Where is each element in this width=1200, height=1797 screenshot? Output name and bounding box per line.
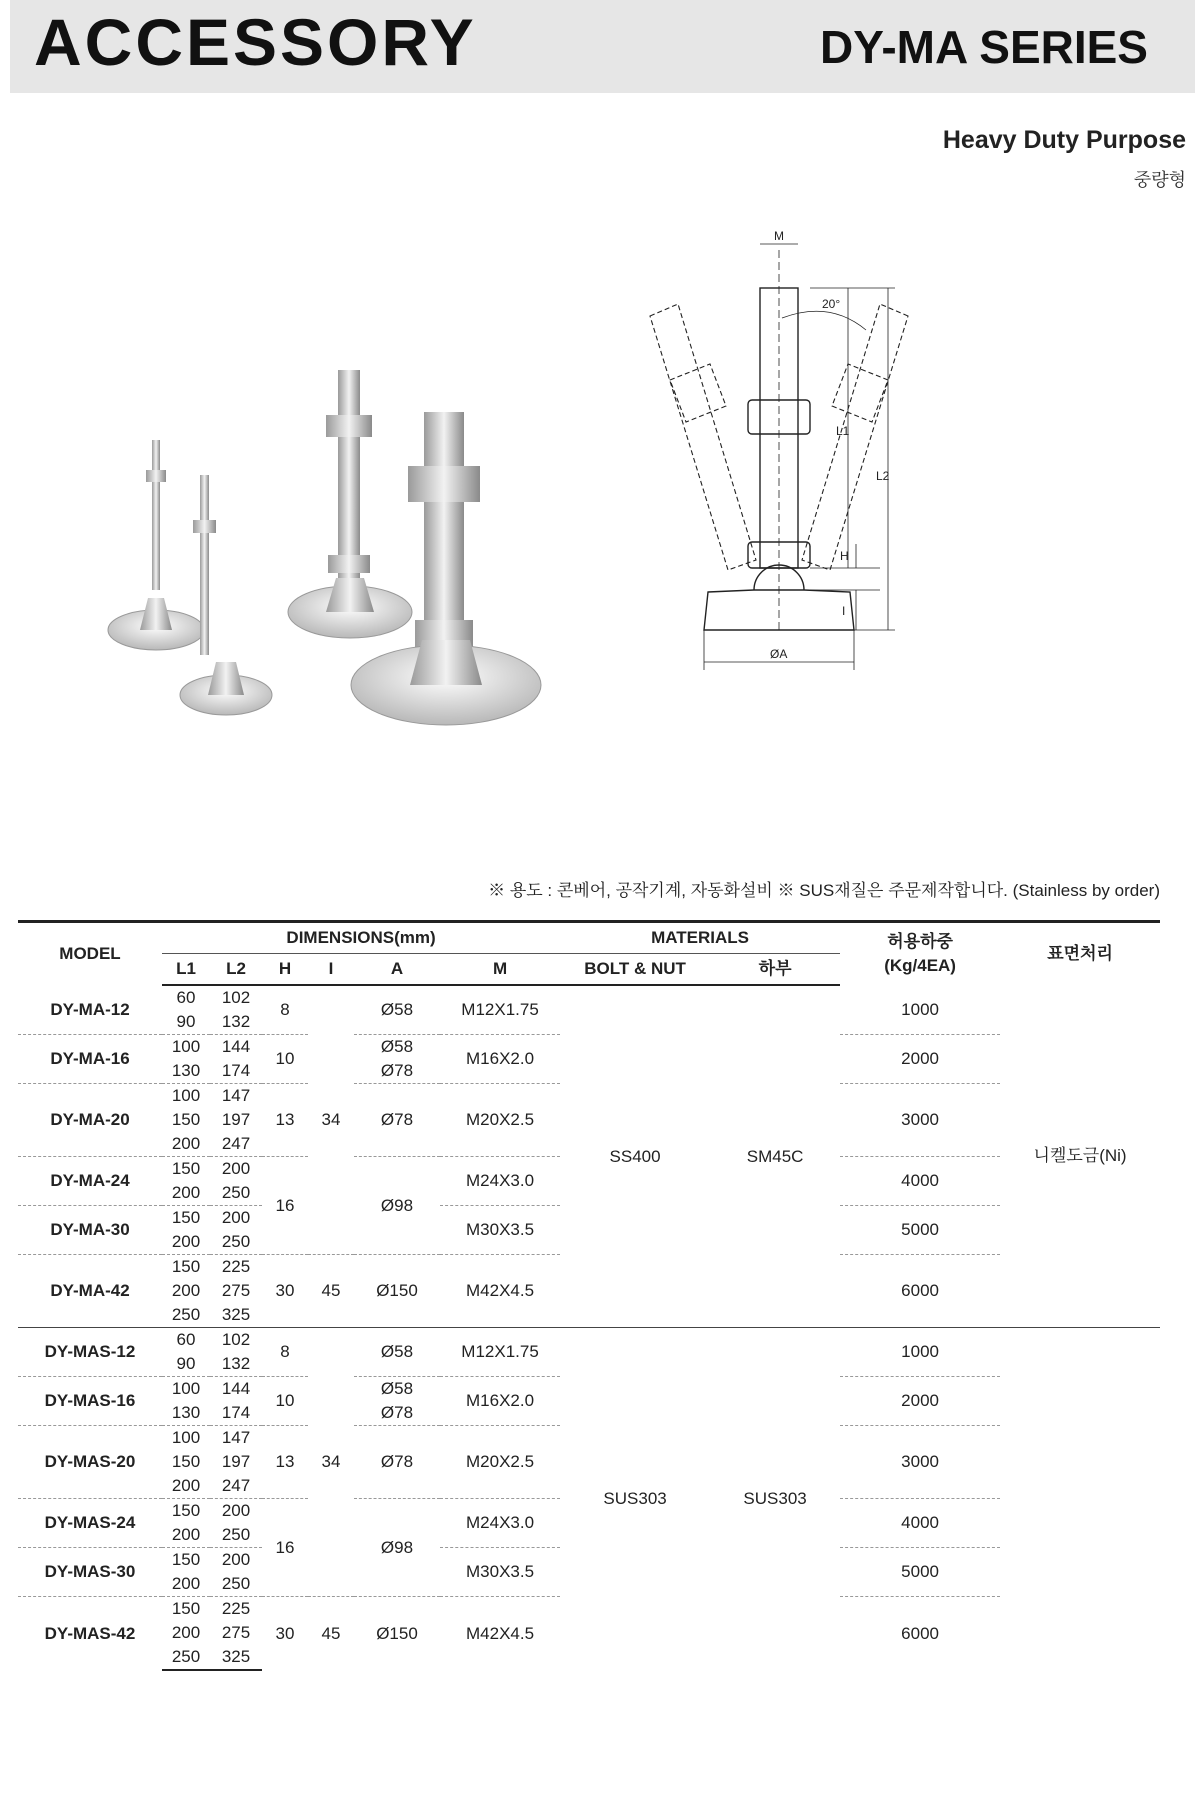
l1-cell: 150 — [171, 1110, 201, 1129]
l1-cell: 200 — [171, 1476, 201, 1495]
l1-cell: 60 — [162, 1328, 210, 1353]
a-cell: Ø98 — [354, 1499, 440, 1597]
bolt-nut-cell: SS400 — [609, 1146, 661, 1166]
bolt-nut-cell: SUS303 — [560, 1328, 710, 1671]
drawing-label-angle: 20° — [822, 297, 841, 311]
table-row — [18, 985, 1160, 1010]
a-cell: Ø78 — [354, 1084, 440, 1157]
m-cell: M16X2.0 — [440, 1377, 560, 1426]
i-cell: 45 — [308, 1597, 354, 1671]
l1-cell: 150 — [162, 1597, 210, 1622]
m-cell: M16X2.0 — [440, 1035, 560, 1084]
l2-cell: 200 — [210, 1499, 262, 1524]
load-cell: 1000 — [901, 999, 939, 1019]
m-cell: M20X2.5 — [440, 1426, 560, 1499]
l2-cell: 200 — [210, 1157, 262, 1182]
l2-cell: 102 — [210, 1328, 262, 1353]
l1-cell: 100 — [162, 1035, 210, 1060]
model-cell: DY-MAS-42 — [18, 1597, 162, 1671]
l2-cell: 132 — [221, 1012, 251, 1031]
i-cell: 34 — [308, 1328, 354, 1597]
load-cell: 2000 — [840, 1035, 1000, 1084]
l1-cell: 100 — [162, 1377, 210, 1402]
l1-cell: 200 — [171, 1183, 201, 1202]
header-h: H — [262, 954, 308, 986]
m-cell: M24X3.0 — [440, 1157, 560, 1206]
l1-cell: 200 — [171, 1525, 201, 1544]
base-cell: SM45C — [746, 1146, 804, 1166]
l2-cell: 247 — [221, 1476, 251, 1495]
header-m: M — [440, 954, 560, 986]
drawing-label-l1: L1 — [836, 424, 850, 438]
header-load-unit: (Kg/4EA) — [884, 956, 956, 975]
header-dimensions: DIMENSIONS(mm) — [162, 922, 560, 954]
load-cell: 6000 — [840, 1597, 1000, 1671]
l2-cell: 147 — [210, 1084, 262, 1109]
l2-cell: 250 — [221, 1232, 251, 1251]
header-bolt-nut: BOLT & NUT — [560, 954, 710, 986]
l2-cell: 247 — [221, 1134, 251, 1153]
model-cell: DY-MA-24 — [18, 1157, 162, 1206]
l2-cell: 225 — [210, 1255, 262, 1280]
load-cell: 4000 — [840, 1499, 1000, 1548]
h-cell: 30 — [262, 1255, 308, 1328]
l2-cell: 225 — [210, 1597, 262, 1622]
drawing-label-l2: L2 — [876, 469, 890, 483]
l2-cell: 197 — [221, 1452, 251, 1471]
load-cell: 3000 — [840, 1426, 1000, 1499]
h-cell: 10 — [262, 1377, 308, 1426]
m-cell: M12X1.75 — [461, 1000, 539, 1019]
l1-cell: 150 — [162, 1548, 210, 1573]
m-cell: M12X1.75 — [440, 1328, 560, 1377]
l1-cell: 150 — [162, 1157, 210, 1182]
m-cell: M42X4.5 — [440, 1597, 560, 1671]
header-load — [840, 922, 1000, 986]
finish-cell — [1000, 1328, 1160, 1671]
h-cell: 10 — [262, 1035, 308, 1084]
a-cell: Ø78 — [354, 1426, 440, 1499]
l1-cell: 130 — [171, 1061, 201, 1080]
load-cell: 3000 — [840, 1084, 1000, 1157]
base-cell: SUS303 — [710, 1328, 840, 1671]
page-title: ACCESSORY — [34, 5, 477, 79]
a-cell: Ø150 — [354, 1597, 440, 1671]
header-finish: 표면처리 — [1000, 922, 1160, 986]
foot-large — [351, 412, 541, 725]
h-cell: 13 — [262, 1426, 308, 1499]
l1-cell: 200 — [171, 1623, 201, 1642]
l2-cell: 102 — [221, 988, 251, 1007]
header-l1: L1 — [162, 954, 210, 986]
l1-cell: 90 — [176, 1012, 196, 1031]
l2-cell: 275 — [221, 1623, 251, 1642]
h-cell: 16 — [262, 1499, 308, 1597]
header-model: MODEL — [18, 922, 162, 986]
a-cell: Ø58 — [354, 1035, 440, 1060]
l1-cell: 200 — [171, 1134, 201, 1153]
l1-cell: 100 — [162, 1084, 210, 1109]
l2-cell: 325 — [210, 1645, 262, 1670]
a-cell: Ø78 — [380, 1403, 414, 1422]
foot-medium — [288, 370, 412, 638]
l1-cell: 150 — [162, 1255, 210, 1280]
finish-cell: 니켈도금(Ni) — [1033, 1146, 1127, 1165]
model-cell: DY-MA-16 — [18, 1035, 162, 1084]
l1-cell: 200 — [171, 1281, 201, 1300]
m-cell: M30X3.5 — [440, 1548, 560, 1597]
drawing-label-m: M — [774, 230, 784, 243]
load-cell: 5000 — [840, 1548, 1000, 1597]
header-a: A — [354, 954, 440, 986]
foot-small-2 — [180, 475, 272, 715]
mas-block — [18, 1328, 1160, 1671]
ma-block — [18, 985, 1160, 1328]
usage-note: ※ 용도 : 콘베어, 공작기계, 자동화설비 ※ SUS재질은 주문제작합니다. (Stainless by order) — [488, 881, 1160, 900]
l2-cell: 144 — [210, 1377, 262, 1402]
l1-cell: 250 — [162, 1645, 210, 1670]
model-cell: DY-MAS-12 — [18, 1328, 162, 1377]
h-cell: 8 — [262, 1328, 308, 1377]
l1-cell: 150 — [162, 1499, 210, 1524]
l2-cell: 250 — [221, 1525, 251, 1544]
i-cell: 34 — [321, 1110, 341, 1129]
load-cell: 4000 — [840, 1157, 1000, 1206]
l1-cell: 200 — [171, 1232, 201, 1251]
model-cell: DY-MAS-20 — [18, 1426, 162, 1499]
l1-cell: 250 — [171, 1305, 201, 1324]
load-cell: 6000 — [840, 1255, 1000, 1328]
header-l2: L2 — [210, 954, 262, 986]
model-cell: DY-MAS-16 — [18, 1377, 162, 1426]
l2-cell: 250 — [221, 1574, 251, 1593]
l2-cell: 200 — [210, 1206, 262, 1231]
header-i: I — [308, 954, 354, 986]
model-cell: DY-MAS-30 — [18, 1548, 162, 1597]
l1-cell: 150 — [171, 1452, 201, 1471]
model-cell: DY-MA-20 — [18, 1084, 162, 1157]
l1-cell: 130 — [171, 1403, 201, 1422]
header-materials: MATERIALS — [560, 922, 840, 954]
a-cell: Ø58 — [354, 1328, 440, 1377]
model-cell: DY-MA-12 — [50, 999, 130, 1019]
l1-cell: 90 — [176, 1354, 196, 1373]
product-photo — [60, 340, 580, 740]
l2-cell: 174 — [221, 1403, 251, 1422]
model-cell: DY-MAS-24 — [18, 1499, 162, 1548]
m-cell: M30X3.5 — [440, 1206, 560, 1255]
a-cell: Ø150 — [354, 1255, 440, 1328]
load-cell: 1000 — [840, 1328, 1000, 1377]
series-title: DY-MA SERIES — [819, 21, 1148, 73]
l2-cell: 174 — [221, 1061, 251, 1080]
spec-table — [18, 920, 1160, 1671]
l2-cell: 147 — [210, 1426, 262, 1451]
l2-cell: 132 — [221, 1354, 251, 1373]
drawing-label-a: ØA — [770, 647, 788, 661]
m-cell: M20X2.5 — [440, 1084, 560, 1157]
l1-cell: 60 — [176, 988, 196, 1007]
h-cell: 16 — [262, 1157, 308, 1255]
load-cell: 5000 — [840, 1206, 1000, 1255]
a-cell: Ø98 — [354, 1157, 440, 1255]
l2-cell: 275 — [221, 1281, 251, 1300]
l2-cell: 144 — [210, 1035, 262, 1060]
h-cell: 13 — [262, 1084, 308, 1157]
h-cell: 30 — [262, 1597, 308, 1671]
drawing-label-h: H — [840, 549, 849, 563]
a-cell: Ø78 — [380, 1061, 414, 1080]
purpose-title: Heavy Duty Purpose — [942, 126, 1186, 154]
load-cell: 2000 — [840, 1377, 1000, 1426]
foot-small-1 — [108, 440, 204, 650]
m-cell: M42X4.5 — [440, 1255, 560, 1328]
model-cell: DY-MA-42 — [18, 1255, 162, 1328]
header-base: 하부 — [710, 954, 840, 986]
a-cell: Ø58 — [380, 1000, 414, 1019]
header-load-label: 허용하중 — [887, 932, 953, 951]
drawing-label-i: I — [842, 604, 846, 618]
model-cell: DY-MA-30 — [18, 1206, 162, 1255]
l1-cell: 150 — [162, 1206, 210, 1231]
l2-cell: 200 — [210, 1548, 262, 1573]
m-cell: M24X3.0 — [440, 1499, 560, 1548]
i-cell: 45 — [308, 1255, 354, 1328]
l1-cell: 100 — [162, 1426, 210, 1451]
l2-cell: 197 — [221, 1110, 251, 1129]
a-cell: Ø58 — [354, 1377, 440, 1402]
h-cell: 8 — [280, 1000, 290, 1019]
purpose-korean: 중량형 — [1133, 170, 1186, 190]
l2-cell: 325 — [221, 1305, 251, 1324]
l2-cell: 250 — [221, 1183, 251, 1202]
l1-cell: 200 — [171, 1574, 201, 1593]
technical-drawing — [630, 230, 1050, 770]
table-row — [18, 1328, 1160, 1353]
